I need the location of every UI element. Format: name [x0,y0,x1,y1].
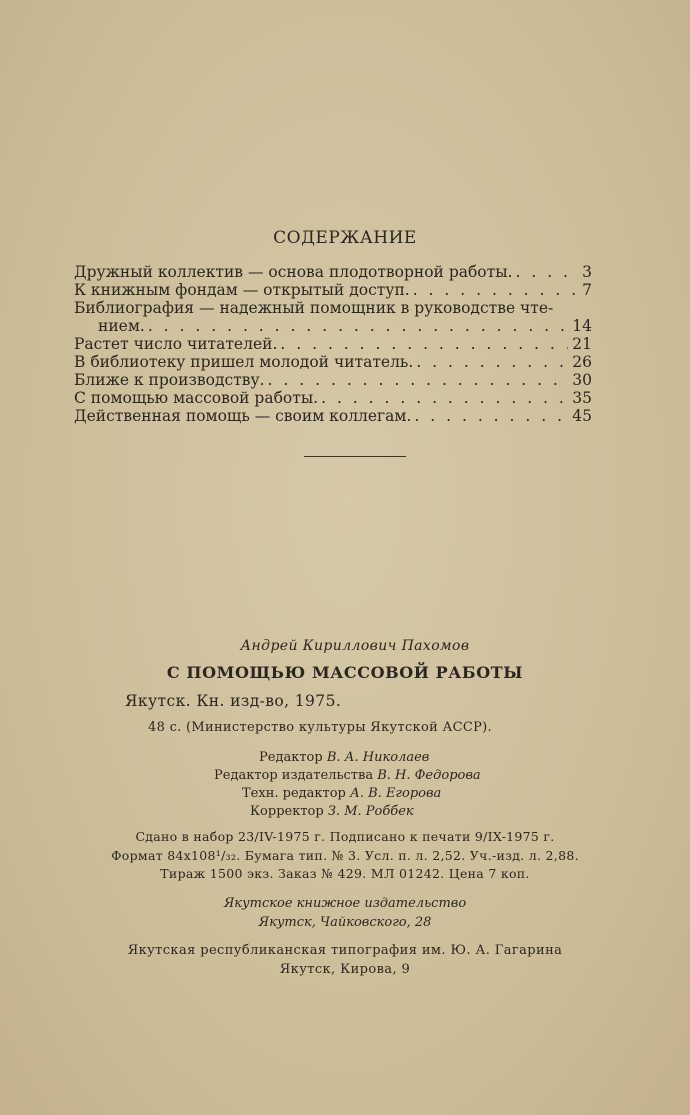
author-name: Андрей Кириллович Пахомов [240,638,470,654]
section-divider [304,456,406,457]
publication-info: Якутск. Кн. изд-во, 1975. [125,692,342,710]
toc-heading: СОДЕРЖАНИЕ [273,228,417,248]
credit-line: Техн. редактор А. В. Егорова [242,786,442,801]
toc-entry-continuation: нием. . . . 14 [74,317,592,335]
printer-line: Якутск, Кирова, 9 [279,962,411,977]
table-of-contents [74,263,592,425]
tech-line: Сдано в набор 23/IV-1975 г. Подписано к печати 9/IX-1975 г. [135,829,555,844]
credit-line: Редактор издательства В. Н. Федорова [214,768,481,783]
printer-info [0,941,690,979]
toc-entry: Библиография — надежный помощник в руководстве чте- [74,299,554,317]
printer-line: Якутская республиканская типография им. Ю. А. Гагарина [127,943,563,958]
publisher-info [0,894,690,932]
publisher-line: Якутское книжное издательство [223,896,467,911]
toc-entry: Ближе к производству. . . . 30 [74,371,592,389]
technical-details [0,828,690,884]
credits-block [0,749,690,821]
tech-line: Формат 84х108¹/₃₂. Бумага тип. № 3. Усл. п. л. 2,52. Уч.-изд. л. 2,88. [111,847,579,863]
toc-entry: Дружный коллектив — основа плодотворной работы. . . . 3 [74,263,592,281]
credit-line: Корректор З. М. Роббек [250,804,414,819]
tech-line: Тираж 1500 экз. Заказ № 429. МЛ 01242. Цена 7 коп. [160,866,530,881]
credit-line: Редактор В. А. Николаев [259,750,430,765]
book-title: С ПОМОЩЬЮ МАССОВОЙ РАБОТЫ [166,663,524,682]
toc-entry: К книжным фондам — открытый доступ. . . . 7 [74,281,592,299]
pages-note: 48 с. (Министерство культуры Якутской АССР). [148,720,492,735]
toc-entry: С помощью массовой работы. . . . 35 [74,389,592,407]
publisher-line: Якутск, Чайковского, 28 [258,915,432,930]
toc-entry: Действенная помощь — своим коллегам. . . . 45 [74,407,592,425]
toc-entry: В библиотеку пришел молодой читатель. . . . 26 [74,353,592,371]
toc-entry: Растет число читателей. . . . 21 [74,335,592,353]
